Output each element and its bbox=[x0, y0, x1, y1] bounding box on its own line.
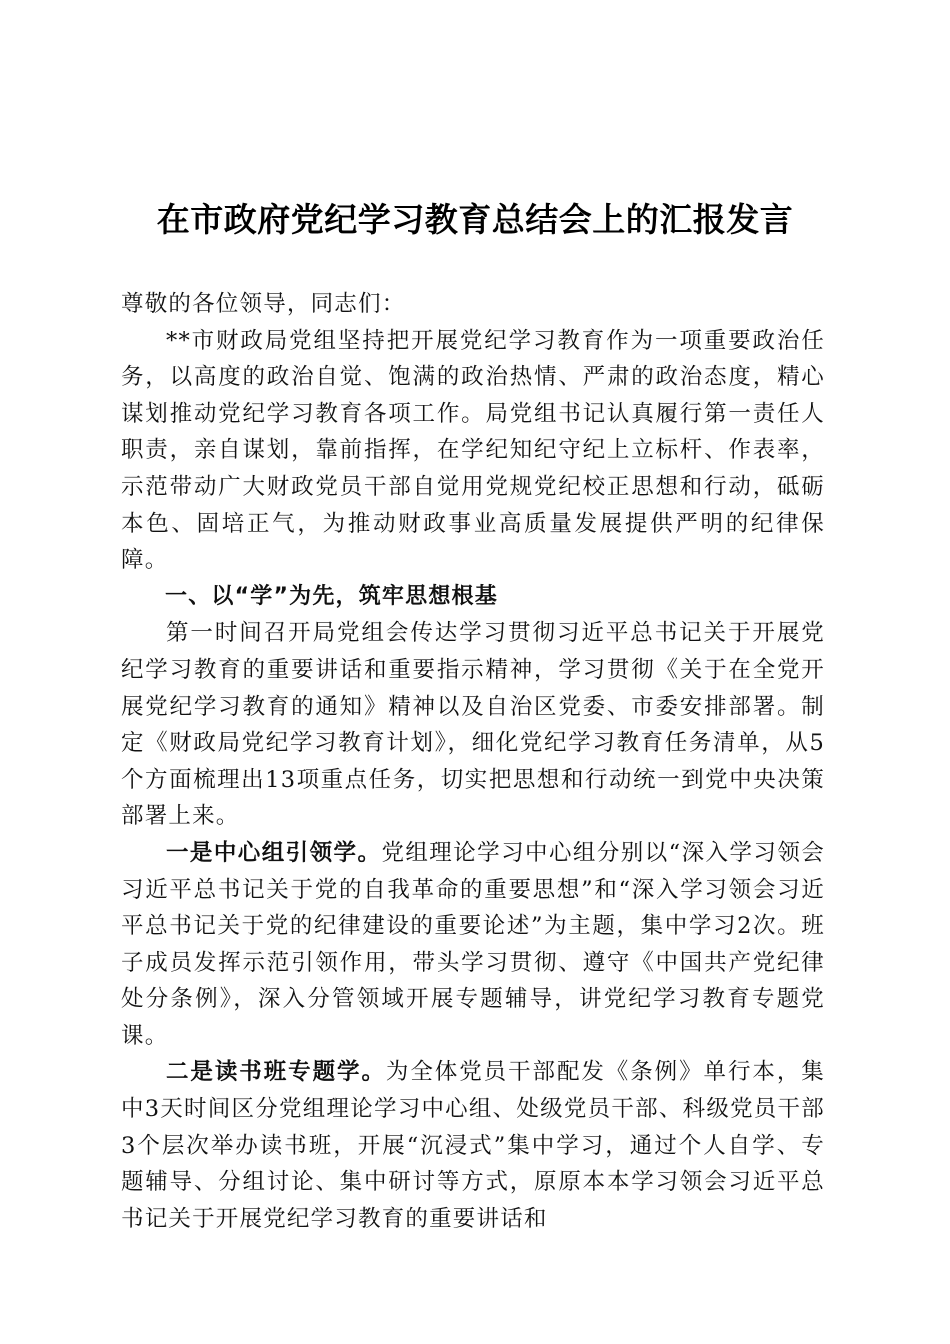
section-1-paragraph: 第一时间召开局党组会传达学习贯彻习近平总书记关于开展党纪学习教育的重要讲话和重要指示精神，学习贯彻《关于在全党开展党纪学习教育的通知》精神以及自治区党委、市委安排部署。制定《财政局党纪学习教育计划》，细化党纪学习教育任务清单，从5个方面梳理出13项重点任务，切实把思想和行动统一到党中央决策部署上来。 bbox=[121, 620, 825, 830]
section-heading-1: 一、以“学”为先，筑牢思想根基 bbox=[165, 583, 498, 609]
document-body bbox=[121, 286, 825, 1237]
point-2-text: 为全体党员干部配发《条例》单行本，集中3天时间区分党组理论学习中心组、处级党员干部、科级党员干部3个层次举办读书班，开展“沉浸式”集中学习，通过个人自学、专题辅导、分组讨论、集中研讨等方式，原原本本学习领会习近平总书记关于开展党纪学习教育的重要讲话和 bbox=[121, 1059, 825, 1232]
point-1-text: 党组理论学习中心组分别以“深入学习领会习近平总书记关于党的自我革命的重要思想”和“深入学习领会习近平总书记关于党的纪律建设的重要论述”为主题，集中学习2次。班子成员发挥示范引领作用，带头学习贯彻、遵守《中国共产党纪律处分条例》，深入分管领域开展专题辅导，讲党纪学习教育专题党课。 bbox=[121, 839, 825, 1049]
intro-paragraph: **市财政局党组坚持把开展党纪学习教育作为一项重要政治任务，以高度的政治自觉、饱满的政治热情、严肃的政治态度，精心谋划推动党纪学习教育各项工作。局党组书记认真履行第一责任人职责，亲自谋划，靠前指挥，在学纪知纪守纪上立标杆、作表率，示范带动广大财政党员干部自觉用党规党纪校正思想和行动，砥砺本色、固培正气，为推动财政事业高质量发展提供严明的纪律保障。 bbox=[121, 327, 825, 574]
salutation: 尊敬的各位领导，同志们： bbox=[121, 291, 406, 317]
point-1-lead: 一是中心组引领学。 bbox=[166, 839, 382, 866]
point-1-paragraph bbox=[121, 835, 825, 1055]
document-title: 在市政府党纪学习教育总结会上的汇报发言 bbox=[156, 200, 794, 239]
point-2-paragraph bbox=[121, 1054, 825, 1237]
point-2-lead: 二是读书班专题学。 bbox=[166, 1059, 386, 1086]
